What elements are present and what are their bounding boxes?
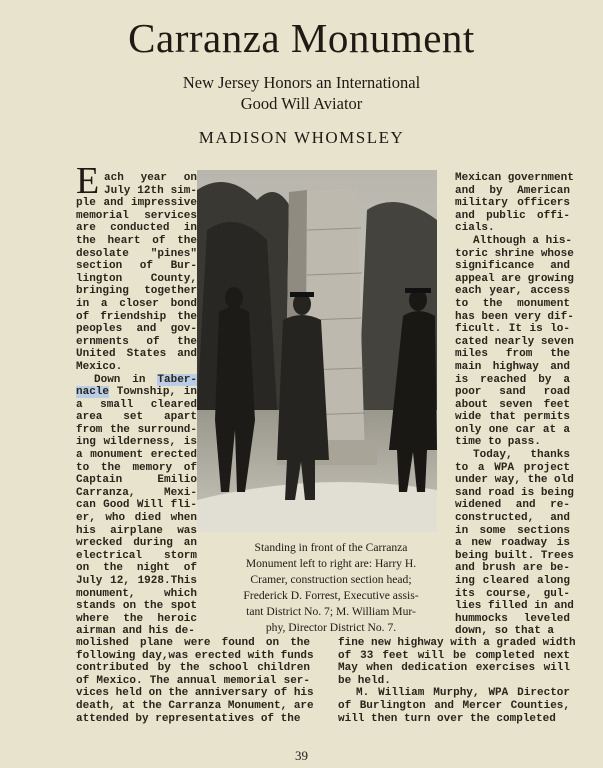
paragraph (76, 637, 314, 725)
text-line: Mexican government (455, 172, 574, 184)
text-line: are conducted in (76, 222, 197, 235)
text-line: of Burlington and Mercer Counties, (338, 699, 570, 712)
text-line: Captain Emilio (76, 474, 197, 487)
bottom-right-text (338, 637, 576, 725)
text-line: death, at the Carranza Monument, are (76, 699, 314, 712)
text-line: Although a his- (473, 234, 573, 247)
text-line: er, who died when (76, 512, 197, 525)
caption-line: Frederick D. Forrest, Executive assis- (243, 589, 419, 602)
text-line: toric shrine whose (455, 247, 574, 260)
text-line: desolate "pines" (76, 247, 197, 260)
text-line: of 33 feet will be completed next (338, 649, 570, 662)
text-line: vices held on the anniversary of his (76, 687, 314, 700)
text-line: following day,was erected with funds (76, 649, 314, 662)
right-column-text (455, 172, 574, 638)
text-line: each year, access (455, 285, 570, 298)
caption-line: Standing in front of the Carranza (254, 541, 408, 554)
text-line: July 12, 1928.This (76, 575, 197, 587)
text-line: ing cleared along (455, 575, 570, 587)
highlighted-text: Taber- (157, 373, 197, 386)
text-line: of friendship the (76, 310, 197, 323)
bottom-left-text (76, 637, 314, 725)
paragraph (455, 234, 574, 449)
drop-cap: E (76, 160, 100, 202)
text-line: a monument erected (76, 449, 197, 462)
text-line: July 12th sim- (104, 184, 197, 197)
text-line: monument, which (76, 587, 197, 600)
text-line: in a closer bond (76, 297, 197, 310)
text-line: Mexico. (76, 360, 123, 373)
text-line: miles from the (455, 348, 570, 361)
text-line: poor sand road (455, 386, 570, 399)
caption-line: phy, Director District No. 7. (265, 621, 397, 634)
paragraph (76, 172, 197, 374)
text-line: ple and impressive (76, 197, 197, 210)
caption-line: tant District No. 7; M. William Mur- (246, 605, 416, 618)
text-line: nacle Township, in (76, 386, 197, 399)
article-title: Carranza Monument (128, 15, 475, 61)
text-line: a new roadway is (455, 537, 570, 550)
page-number: 39 (295, 748, 308, 763)
text-line: wide that permits (455, 411, 570, 424)
text-line: attended by representatives of the (76, 712, 301, 725)
text-line: cials. (455, 222, 495, 235)
text-line: ach year on (104, 172, 197, 184)
monument-photo (197, 170, 437, 532)
text-line: wrecked during an (76, 537, 197, 550)
left-column-text (76, 172, 197, 638)
text-line: fine new highway with a graded width (338, 637, 576, 649)
text-line: molished plane were found on the (76, 637, 310, 649)
text-line: peoples and gov- (76, 323, 197, 336)
text-line: M. William Murphy, WPA Director (356, 687, 570, 700)
text-line: lington County, (76, 272, 197, 285)
photo-caption (226, 540, 436, 636)
text-line: military officers (455, 197, 570, 210)
text-line: Carranza, Mexi- (76, 486, 197, 499)
paragraph (338, 637, 576, 687)
paragraph (76, 374, 197, 638)
highlighted-text: nacle (76, 386, 110, 399)
text-line: of Mexico. The annual memorial ser- (76, 674, 310, 687)
text-line: ficult. It is lo- (455, 323, 570, 336)
text-line: is reached by a (455, 373, 570, 386)
text-line: to the monument (455, 297, 570, 310)
text-line: and by American (455, 184, 570, 197)
text-line: ing wilderness, is (76, 436, 197, 449)
text-line: on the night of (76, 562, 197, 575)
text-line: to a WPA project (455, 461, 570, 474)
text-line: sand road is being (455, 486, 574, 499)
text-line: his airplane was (76, 524, 197, 537)
text-line: where the heroic (76, 612, 197, 625)
text-line: being built. Trees (455, 549, 574, 562)
text-line: area set apart (76, 411, 197, 424)
text-line: electrical storm (76, 549, 197, 562)
text-line: and brush are be- (455, 562, 570, 575)
text-line: can Good Will fli- (76, 499, 197, 512)
text-line: main highway and (455, 360, 570, 373)
text-line: airman and his de- (76, 625, 195, 638)
text-line: widened and re- (455, 499, 570, 512)
text-line: United States and (76, 348, 197, 361)
text-line: constructed, and (455, 512, 570, 525)
paragraph (455, 172, 574, 235)
text-line: ernments of the (76, 335, 197, 348)
text-line: about seven feet (455, 398, 570, 411)
text-line: from the surround- (76, 423, 197, 436)
text-line: bringing together (76, 285, 197, 298)
text-line: in some sections (455, 524, 570, 537)
text-line: cated nearly seven (455, 335, 574, 348)
text-line: its course, gul- (455, 587, 570, 600)
text-line: section of Bur- (76, 260, 197, 273)
text-line: time to pass. (455, 436, 541, 449)
text-line: stands on the spot (76, 600, 197, 613)
text-line: under way, the old (455, 474, 574, 487)
caption-line: Monument left to right are: Harry H. (245, 557, 417, 570)
text-line: May when dedication exercises will (338, 662, 570, 675)
author-byline: MADISON WHOMSLEY (198, 128, 405, 147)
subtitle-line: Good Will Aviator (240, 94, 363, 113)
text-line: to the memory of (76, 461, 197, 474)
text-line: and public offi- (455, 209, 570, 222)
paragraph (338, 687, 570, 725)
paragraph (455, 449, 574, 638)
text-line: Down in Taber- (94, 373, 197, 386)
text-line: down, so that a (455, 625, 555, 638)
text-line: Today, thanks (473, 449, 570, 462)
text-line: has been very dif- (455, 310, 574, 323)
text-line: contributed by the school children (76, 662, 310, 675)
text-line: will then turn over the completed (338, 712, 556, 725)
article-subtitle (0, 72, 603, 114)
text-line: a small cleared (76, 398, 197, 411)
text-line: lies filled in and (455, 600, 574, 613)
caption-line: Cramer, construction section head; (250, 573, 412, 586)
text-line: be held. (338, 674, 391, 687)
text-line: the heart of the (76, 234, 197, 247)
subtitle-line: New Jersey Honors an International (182, 73, 421, 92)
text-line: only one car at a (455, 423, 570, 436)
text-line: significance and (455, 260, 570, 273)
text-line: appeal are growing (455, 272, 574, 285)
text-line: memorial services (76, 209, 197, 222)
text-line: hummocks leveled (455, 612, 570, 625)
